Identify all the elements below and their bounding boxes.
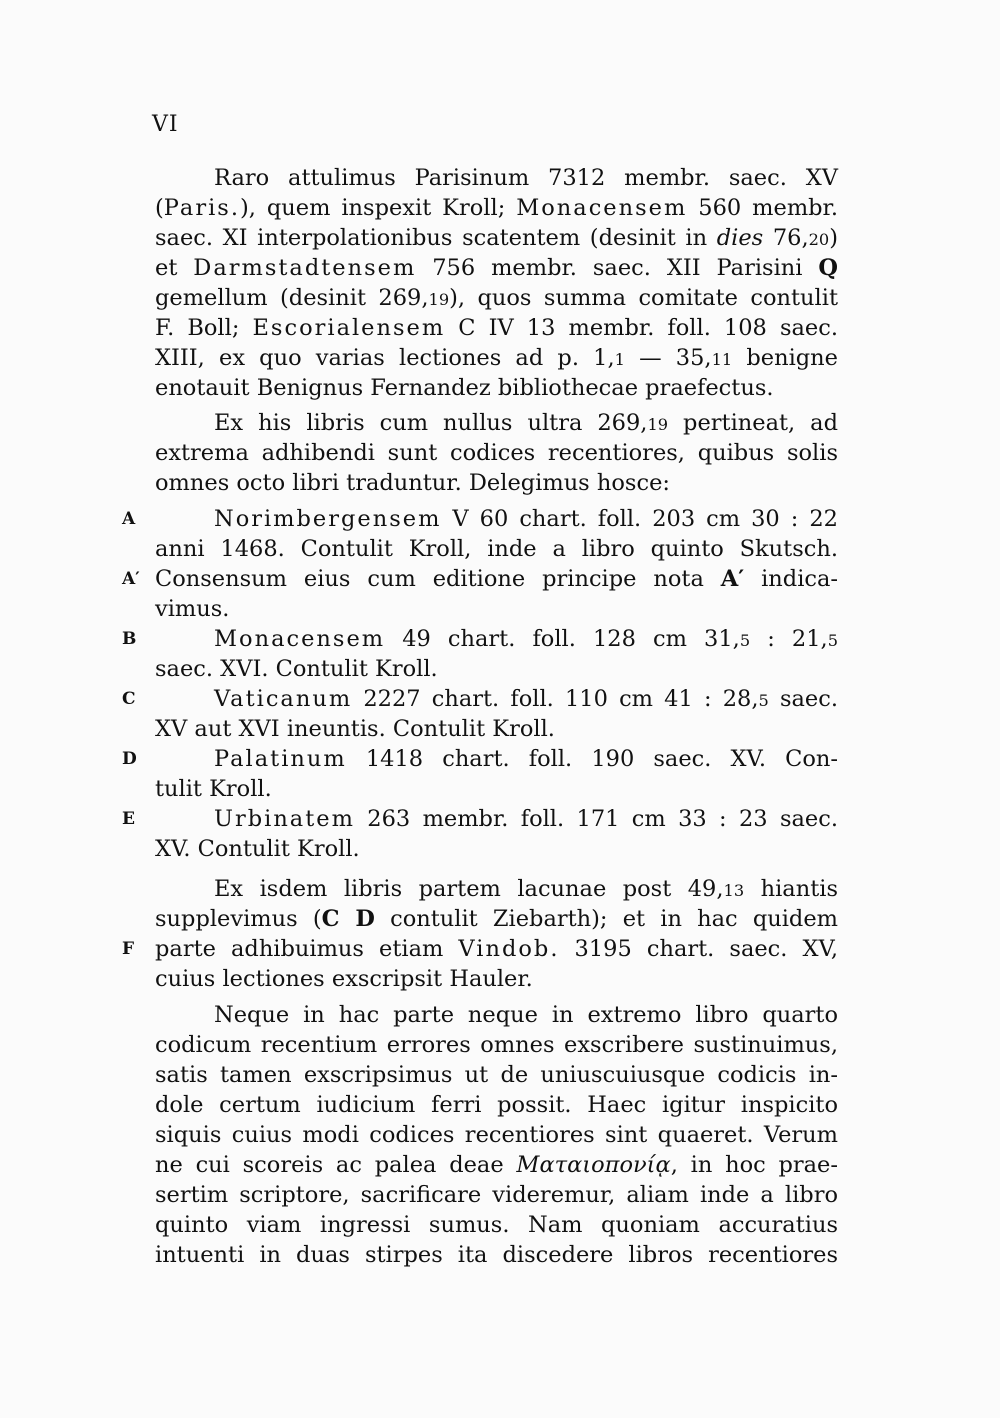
text-line-11: omnes octo libri traduntur. Delegimus hosce: <box>155 470 670 496</box>
text-line-2: (Paris.), quem inspexit Kroll; Monacensem 560 membr. <box>155 195 838 221</box>
siglum-e: E <box>122 809 135 829</box>
text-line-33: ne cui scoreis ac palea deae Ματαιοπονίᾳ, in hoc prae- <box>155 1152 838 1178</box>
siglum-d: D <box>122 749 137 769</box>
text-line-34: sertim scriptore, sacrificare videremur, aliam inde a libro <box>155 1182 838 1208</box>
text-line-17: saec. XVI. Contulit Kroll. <box>155 656 438 682</box>
text-line-8: enotauit Benignus Fernandez bibliothecae praefectus. <box>155 375 774 401</box>
text-line-22: Urbinatem 263 membr. foll. 171 cm 33 : 23 saec. <box>214 806 838 832</box>
text-line-31: dole certum iudicium ferri possit. Haec igitur inspicito <box>155 1092 838 1118</box>
text-line-32: siquis cuius modi codices recentiores sint quaeret. Verum <box>155 1122 838 1148</box>
text-line-3: saec. XI interpolationibus scatentem (desinit in dies 76,20) <box>155 225 838 251</box>
text-line-30: satis tamen exscripsimus ut de uniuscuiusque codicis in- <box>155 1062 838 1088</box>
text-line-20: Palatinum 1418 chart. foll. 190 saec. XV. Con- <box>214 746 838 772</box>
siglum-f: F <box>122 939 135 959</box>
text-line-25: supplevimus (C D contulit Ziebarth); et in hac quidem <box>155 906 838 932</box>
text-line-27: cuius lectiones exscripsit Hauler. <box>155 966 533 992</box>
siglum-c: C <box>122 689 136 709</box>
text-line-12: Norimbergensem V 60 chart. foll. 203 cm 30 : 22 <box>214 506 838 532</box>
text-line-21: tulit Kroll. <box>155 776 272 802</box>
text-line-23: XV. Contulit Kroll. <box>155 836 360 862</box>
siglum-a: A <box>122 509 136 529</box>
text-line-1: Raro attulimus Parisinum 7312 membr. saec. XV <box>214 165 838 191</box>
text-line-35: quinto viam ingressi sumus. Nam quoniam accuratius <box>155 1212 838 1238</box>
text-line-24: Ex isdem libris partem lacunae post 49,13 hiantis <box>214 876 838 902</box>
siglum-a-prime: A′ <box>122 569 140 589</box>
text-line-10: extrema adhibendi sunt codices recentiores, quibus solis <box>155 440 838 466</box>
page-number: VI <box>152 112 179 137</box>
text-line-19: XV aut XVI ineuntis. Contulit Kroll. <box>155 716 555 742</box>
text-line-5: gemellum (desinit 269,19), quos summa comitate contulit <box>155 285 838 311</box>
text-line-28: Neque in hac parte neque in extremo libro quarto <box>214 1002 838 1028</box>
text-line-14: Consensum eius cum editione principe nota A′ indica- <box>155 566 839 592</box>
text-line-13: anni 1468. Contulit Kroll, inde a libro quinto Skutsch. <box>155 536 838 562</box>
text-line-29: codicum recentium errores omnes exscribere sustinuimus, <box>155 1032 838 1058</box>
text-line-7: XIII, ex quo varias lectiones ad p. 1,1 — 35,11 benigne <box>155 345 838 371</box>
text-line-36: intuenti in duas stirpes ita discedere libros recentiores <box>155 1242 838 1268</box>
siglum-b: B <box>122 629 137 649</box>
text-line-16: Monacensem 49 chart. foll. 128 cm 31,5 : 21,5 <box>214 626 838 652</box>
text-line-26: parte adhibuimus etiam Vindob. 3195 chart. saec. XV, <box>155 936 838 962</box>
text-line-4: et Darmstadtensem 756 membr. saec. XII Parisini Q <box>155 255 838 281</box>
text-line-9: Ex his libris cum nullus ultra 269,19 pertineat, ad <box>214 410 838 436</box>
text-line-18: Vaticanum 2227 chart. foll. 110 cm 41 : 28,5 saec. <box>214 686 838 712</box>
text-line-6: F. Boll; Escorialensem C IV 13 membr. foll. 108 saec. <box>155 315 838 341</box>
text-line-15: vimus. <box>155 596 230 622</box>
